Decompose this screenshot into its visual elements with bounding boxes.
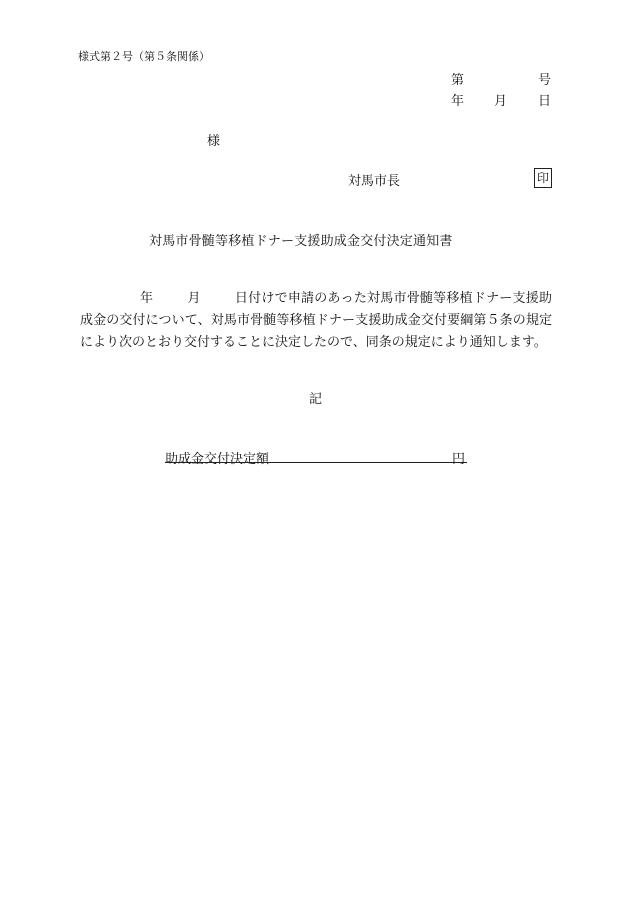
document-body xyxy=(80,288,552,354)
amount-underline xyxy=(165,462,467,463)
body-year-label: 年 xyxy=(140,291,154,306)
document-title: 対馬市骨髄等移植ドナー支援助成金交付決定通知書 xyxy=(149,234,453,249)
body-paragraph: 日付けで申請のあった対馬市骨髄等移植ドナー支援助成金の交付について、対馬市骨髄等移植ドナー支援助成金交付要綱第５条の規定により次のとおり交付することに決定したので、同条の規定により通知します。 xyxy=(80,291,552,350)
amount-label: 助成金交付決定額 xyxy=(165,452,270,467)
document-number-suffix: 号 xyxy=(538,73,552,88)
date-day-label: 日 xyxy=(538,94,552,109)
date-month-label: 月 xyxy=(494,94,508,109)
addressee-honorific: 様 xyxy=(207,134,221,149)
seal-mark: 印 xyxy=(534,168,552,188)
ki-heading: 記 xyxy=(309,392,323,407)
sender-title: 対馬市長 xyxy=(348,174,401,189)
amount-unit: 円 xyxy=(452,452,466,467)
form-label: 様式第２号（第５条関係） xyxy=(78,50,210,63)
document-number-prefix: 第 xyxy=(451,73,465,88)
date-year-label: 年 xyxy=(451,94,465,109)
body-month-label: 月 xyxy=(187,291,201,306)
